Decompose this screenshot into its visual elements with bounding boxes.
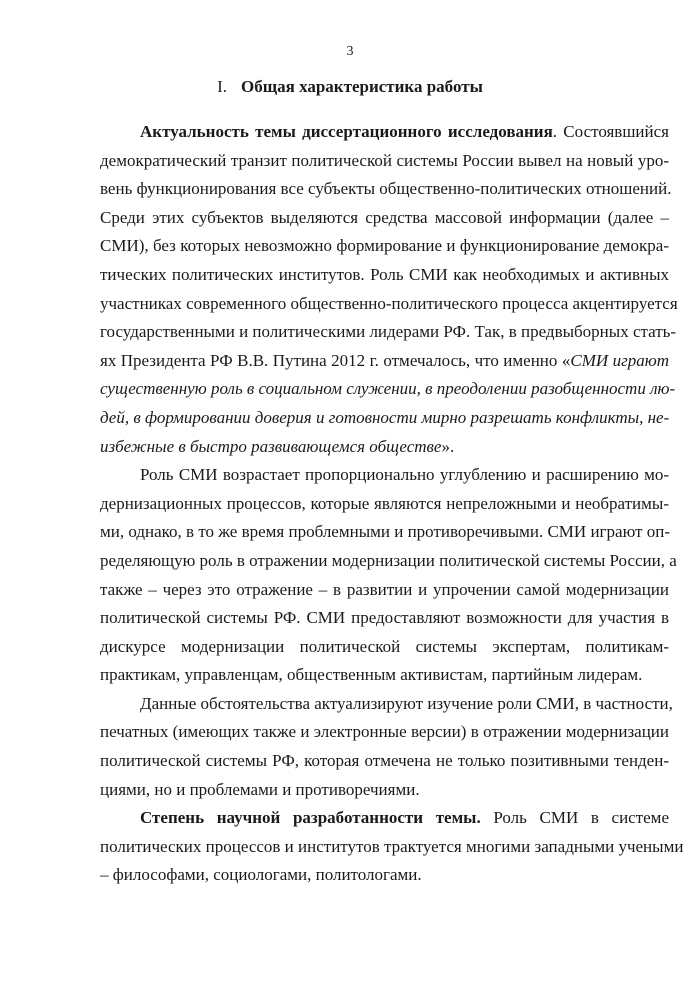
page-number: 3 <box>346 44 354 59</box>
quote-line: существенную роль в социальном служении, в преодолении разобщенности лю- <box>100 379 676 399</box>
text-line <box>100 804 669 833</box>
text-line: тических политических институтов. Роль СМИ как необходимых и активных <box>100 264 669 284</box>
text-line: – философами, социологами, политологами. <box>100 865 422 885</box>
quote-line: дей, в формировании доверия и готовности мирно разрешать конфликты, не- <box>100 407 670 427</box>
text-line: практикам, управленцам, общественным активистам, партийным лидерам. <box>100 665 643 685</box>
bold-heading: Актуальность темы диссертационного исследования <box>140 122 553 141</box>
section-number: I. <box>217 77 228 96</box>
text-span: Роль СМИ в системе <box>480 808 669 828</box>
text-line: Роль СМИ возрастает пропорционально углублению и расширению мо- <box>140 465 669 485</box>
text-line: дискурсе модернизации политической системы экспертам, политикам- <box>100 636 669 656</box>
bold-heading: Степень научной разработанности темы. <box>140 808 481 828</box>
text-line: Данные обстоятельства актуализируют изучение роли СМИ, в частности, <box>140 693 673 713</box>
text-span: ». <box>441 436 455 456</box>
text-line: политической системы РФ, которая отмечена не только позитивными тенден- <box>100 751 669 771</box>
section-heading <box>0 77 700 97</box>
paragraph-role <box>100 461 677 690</box>
text-line <box>100 118 669 147</box>
paragraph-relevance <box>100 118 678 461</box>
text-line: ределяющую роль в отражении модернизации политической системы России, а <box>100 550 677 570</box>
section-title: Общая характеристика работы <box>241 77 483 96</box>
text-line: печатных (имеющих также и электронные версии) в отражении модернизации <box>100 722 669 742</box>
text-line: циями, но и проблемами и противоречиями. <box>100 779 420 799</box>
text-line: ми, однако, в то же время проблемными и противоречивыми. СМИ играют оп- <box>100 522 670 542</box>
text-line: политических процессов и институтов трактуется многими западными учеными <box>100 836 684 856</box>
paragraph-circumstances <box>100 690 673 804</box>
text-line: также – через это отражение – в развитии и упрочении самой модернизации <box>100 579 669 599</box>
quote-span: СМИ играют <box>570 350 669 370</box>
text-line: дернизационных процессов, которые являются непреложными и необратимы- <box>100 493 669 513</box>
text-span: . Состоявшийся <box>552 122 669 141</box>
text-line: СМИ), без которых невозможно формирование и функционирование демокра- <box>100 236 669 256</box>
text-line: политической системы РФ. СМИ предоставляют возможности для участия в <box>100 608 669 628</box>
text-line <box>100 433 669 462</box>
text-line: Среди этих субъектов выделяются средства массовой информации (далее – <box>100 207 669 227</box>
text-span: ях Президента РФ В.В. Путина 2012 г. отмечалось, что именно « <box>100 350 571 370</box>
paragraph-research-degree <box>100 804 684 890</box>
quote-span: избежные в быстро развивающемся обществе <box>100 436 442 456</box>
text-line: вень функционирования все субъекты общественно-политических отношений. <box>100 179 672 199</box>
text-line: участниках современного общественно-политического процесса акцентируется <box>100 293 678 313</box>
text-line: демократический транзит политической системы России вывел на новый уро- <box>100 150 669 170</box>
text-line <box>100 347 669 376</box>
document-body <box>100 118 684 890</box>
text-line: государственными и политическими лидерами РФ. Так, в предвыборных стать- <box>100 322 677 342</box>
